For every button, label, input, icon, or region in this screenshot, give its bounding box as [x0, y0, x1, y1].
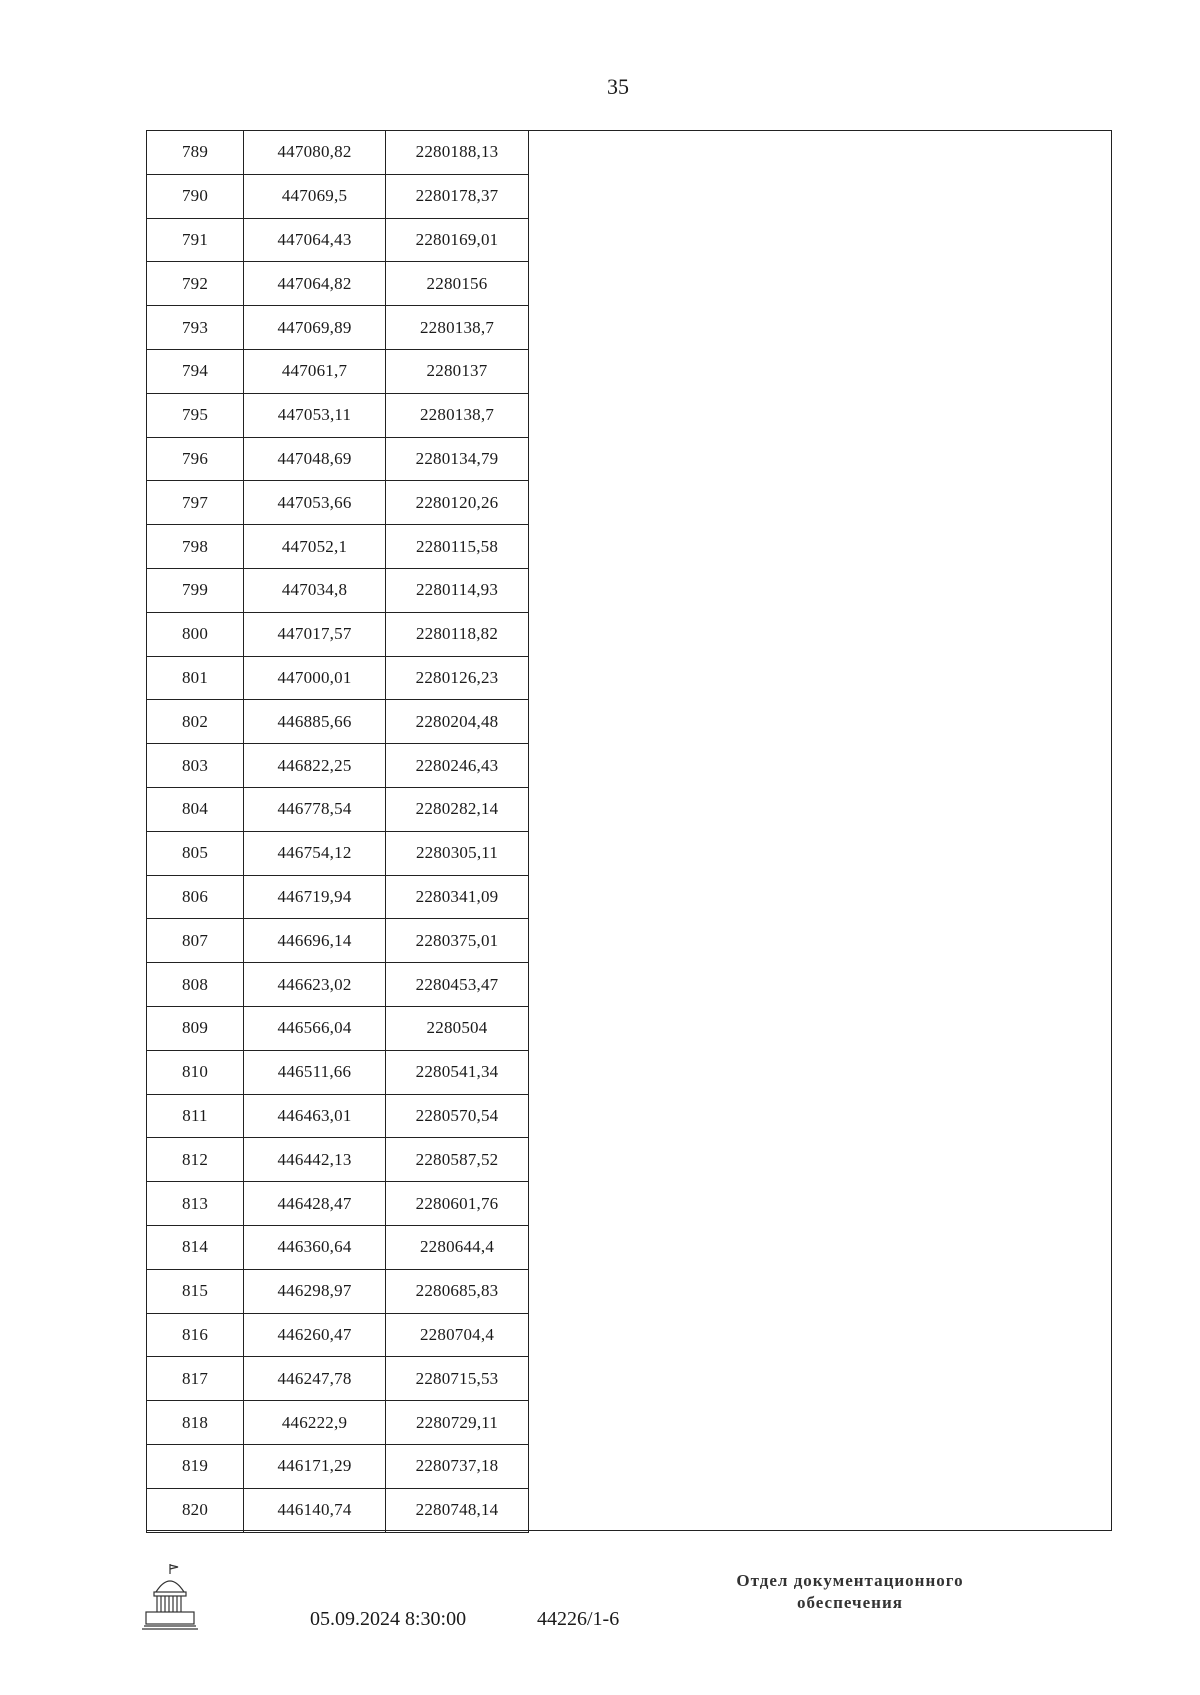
- y-coordinate-cell: 2280704,4: [386, 1313, 529, 1357]
- x-coordinate-cell: 446298,97: [244, 1269, 386, 1313]
- coordinates-frame: [146, 130, 1112, 1531]
- coordinates-table: [146, 130, 529, 1533]
- point-number-cell: 805: [147, 831, 244, 875]
- x-coordinate-cell: 446754,12: [244, 831, 386, 875]
- y-coordinate-cell: 2280138,7: [386, 393, 529, 437]
- y-coordinate-cell: 2280282,14: [386, 787, 529, 831]
- x-coordinate-cell: 447053,66: [244, 481, 386, 525]
- y-coordinate-cell: 2280453,47: [386, 963, 529, 1007]
- x-coordinate-cell: 447000,01: [244, 656, 386, 700]
- x-coordinate-cell: 446222,9: [244, 1401, 386, 1445]
- point-number-cell: 789: [147, 131, 244, 175]
- document-number: 44226/1-6: [537, 1608, 620, 1630]
- table-row: [147, 700, 529, 744]
- y-coordinate-cell: 2280748,14: [386, 1488, 529, 1532]
- point-number-cell: 806: [147, 875, 244, 919]
- table-row: [147, 481, 529, 525]
- table-row: [147, 831, 529, 875]
- y-coordinate-cell: 2280156: [386, 262, 529, 306]
- point-number-cell: 815: [147, 1269, 244, 1313]
- y-coordinate-cell: 2280118,82: [386, 612, 529, 656]
- department-line-2: обеспечения: [797, 1593, 903, 1612]
- y-coordinate-cell: 2280375,01: [386, 919, 529, 963]
- y-coordinate-cell: 2280715,53: [386, 1357, 529, 1401]
- table-row: [147, 612, 529, 656]
- table-row: [147, 306, 529, 350]
- point-number-cell: 819: [147, 1444, 244, 1488]
- y-coordinate-cell: 2280341,09: [386, 875, 529, 919]
- y-coordinate-cell: 2280504: [386, 1006, 529, 1050]
- point-number-cell: 818: [147, 1401, 244, 1445]
- point-number-cell: 793: [147, 306, 244, 350]
- table-row: [147, 963, 529, 1007]
- point-number-cell: 799: [147, 568, 244, 612]
- x-coordinate-cell: 446566,04: [244, 1006, 386, 1050]
- table-row: [147, 262, 529, 306]
- x-coordinate-cell: 447053,11: [244, 393, 386, 437]
- y-coordinate-cell: 2280204,48: [386, 700, 529, 744]
- table-row: [147, 1269, 529, 1313]
- x-coordinate-cell: 447017,57: [244, 612, 386, 656]
- y-coordinate-cell: 2280115,58: [386, 525, 529, 569]
- y-coordinate-cell: 2280114,93: [386, 568, 529, 612]
- x-coordinate-cell: 446719,94: [244, 875, 386, 919]
- point-number-cell: 794: [147, 349, 244, 393]
- table-row: [147, 1050, 529, 1094]
- point-number-cell: 810: [147, 1050, 244, 1094]
- x-coordinate-cell: 446247,78: [244, 1357, 386, 1401]
- point-number-cell: 814: [147, 1225, 244, 1269]
- point-number-cell: 808: [147, 963, 244, 1007]
- point-number-cell: 816: [147, 1313, 244, 1357]
- x-coordinate-cell: 446511,66: [244, 1050, 386, 1094]
- point-number-cell: 820: [147, 1488, 244, 1532]
- y-coordinate-cell: 2280305,11: [386, 831, 529, 875]
- point-number-cell: 817: [147, 1357, 244, 1401]
- table-row: [147, 349, 529, 393]
- table-row: [147, 525, 529, 569]
- y-coordinate-cell: 2280737,18: [386, 1444, 529, 1488]
- y-coordinate-cell: 2280188,13: [386, 131, 529, 175]
- x-coordinate-cell: 447061,7: [244, 349, 386, 393]
- table-row: [147, 1094, 529, 1138]
- point-number-cell: 791: [147, 218, 244, 262]
- point-number-cell: 797: [147, 481, 244, 525]
- page-number: 35: [607, 74, 629, 99]
- x-coordinate-cell: 446696,14: [244, 919, 386, 963]
- x-coordinate-cell: 446171,29: [244, 1444, 386, 1488]
- department-stamp: [700, 1570, 1000, 1614]
- table-row: [147, 1225, 529, 1269]
- x-coordinate-cell: 446778,54: [244, 787, 386, 831]
- y-coordinate-cell: 2280246,43: [386, 744, 529, 788]
- table-row: [147, 1401, 529, 1445]
- point-number-cell: 812: [147, 1138, 244, 1182]
- table-row: [147, 131, 529, 175]
- table-row: [147, 1313, 529, 1357]
- y-coordinate-cell: 2280137: [386, 349, 529, 393]
- y-coordinate-cell: 2280570,54: [386, 1094, 529, 1138]
- point-number-cell: 811: [147, 1094, 244, 1138]
- table-row: [147, 1488, 529, 1532]
- point-number-cell: 804: [147, 787, 244, 831]
- x-coordinate-cell: 447064,82: [244, 262, 386, 306]
- point-number-cell: 790: [147, 174, 244, 218]
- x-coordinate-cell: 447052,1: [244, 525, 386, 569]
- x-coordinate-cell: 446822,25: [244, 744, 386, 788]
- x-coordinate-cell: 446140,74: [244, 1488, 386, 1532]
- y-coordinate-cell: 2280178,37: [386, 174, 529, 218]
- x-coordinate-cell: 446623,02: [244, 963, 386, 1007]
- x-coordinate-cell: 447069,89: [244, 306, 386, 350]
- table-row: [147, 437, 529, 481]
- table-row: [147, 1182, 529, 1226]
- duma-building-icon: [140, 1562, 200, 1632]
- point-number-cell: 813: [147, 1182, 244, 1226]
- x-coordinate-cell: 447034,8: [244, 568, 386, 612]
- y-coordinate-cell: 2280587,52: [386, 1138, 529, 1182]
- table-row: [147, 174, 529, 218]
- y-coordinate-cell: 2280138,7: [386, 306, 529, 350]
- x-coordinate-cell: 446260,47: [244, 1313, 386, 1357]
- point-number-cell: 798: [147, 525, 244, 569]
- department-line-1: Отдел документационного: [736, 1571, 964, 1590]
- point-number-cell: 802: [147, 700, 244, 744]
- point-number-cell: 792: [147, 262, 244, 306]
- y-coordinate-cell: 2280729,11: [386, 1401, 529, 1445]
- y-coordinate-cell: 2280126,23: [386, 656, 529, 700]
- table-row: [147, 744, 529, 788]
- point-number-cell: 796: [147, 437, 244, 481]
- point-number-cell: 803: [147, 744, 244, 788]
- table-row: [147, 1444, 529, 1488]
- table-row: [147, 875, 529, 919]
- point-number-cell: 800: [147, 612, 244, 656]
- point-number-cell: 807: [147, 919, 244, 963]
- table-row: [147, 218, 529, 262]
- y-coordinate-cell: 2280120,26: [386, 481, 529, 525]
- table-row: [147, 393, 529, 437]
- table-row: [147, 1357, 529, 1401]
- print-timestamp: 05.09.2024 8:30:00: [310, 1608, 467, 1630]
- x-coordinate-cell: 446463,01: [244, 1094, 386, 1138]
- x-coordinate-cell: 447048,69: [244, 437, 386, 481]
- y-coordinate-cell: 2280169,01: [386, 218, 529, 262]
- x-coordinate-cell: 447064,43: [244, 218, 386, 262]
- table-row: [147, 656, 529, 700]
- coordinates-table-body: [147, 131, 529, 1533]
- table-row: [147, 787, 529, 831]
- point-number-cell: 801: [147, 656, 244, 700]
- y-coordinate-cell: 2280601,76: [386, 1182, 529, 1226]
- x-coordinate-cell: 446885,66: [244, 700, 386, 744]
- y-coordinate-cell: 2280685,83: [386, 1269, 529, 1313]
- table-row: [147, 919, 529, 963]
- y-coordinate-cell: 2280134,79: [386, 437, 529, 481]
- x-coordinate-cell: 447069,5: [244, 174, 386, 218]
- x-coordinate-cell: 446428,47: [244, 1182, 386, 1226]
- y-coordinate-cell: 2280644,4: [386, 1225, 529, 1269]
- table-row: [147, 1006, 529, 1050]
- page-footer: [0, 1560, 1200, 1660]
- table-row: [147, 1138, 529, 1182]
- y-coordinate-cell: 2280541,34: [386, 1050, 529, 1094]
- x-coordinate-cell: 447080,82: [244, 131, 386, 175]
- point-number-cell: 795: [147, 393, 244, 437]
- x-coordinate-cell: 446360,64: [244, 1225, 386, 1269]
- x-coordinate-cell: 446442,13: [244, 1138, 386, 1182]
- table-row: [147, 568, 529, 612]
- point-number-cell: 809: [147, 1006, 244, 1050]
